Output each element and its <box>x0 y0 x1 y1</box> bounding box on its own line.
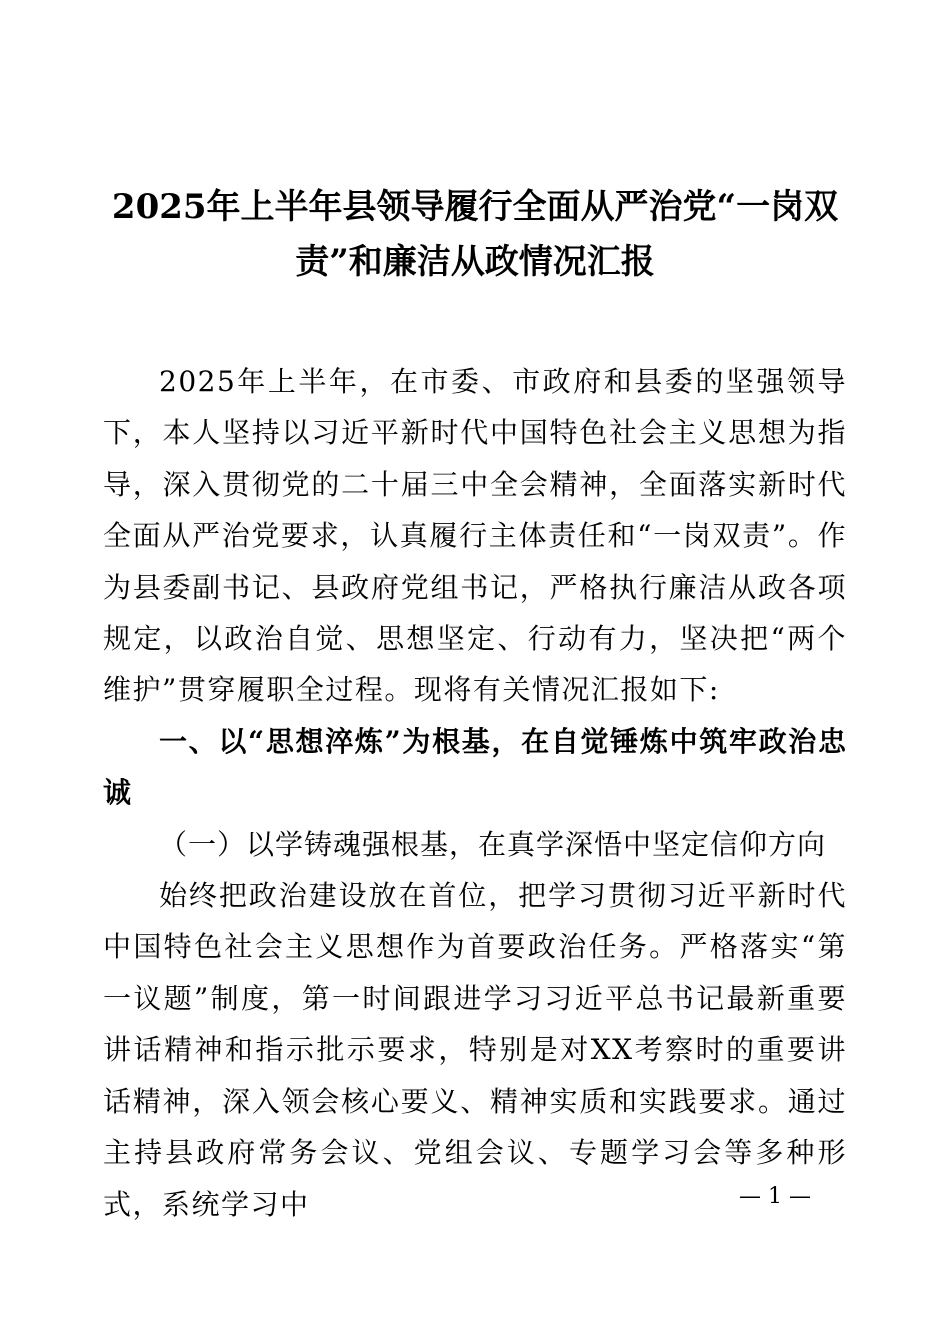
document-body <box>103 356 847 1230</box>
intro-paragraph: 2025年上半年，在市委、市政府和县委的坚强领导下，本人坚持以习近平新时代中国特色社会主义思想为指导，深入贯彻党的二十届三中全会精神，全面落实新时代全面从严治党要求，认真履行主体责任和“一岗双责”。作为县委副书记、县政府党组书记，严格执行廉洁从政各项规定，以政治自觉、思想坚定、行动有力，坚决把“两个维护”贯穿履职全过程。现将有关情况汇报如下: <box>103 365 847 707</box>
subsection-heading-1: （一）以学铸魂强根基，在真学深悟中坚定信仰方向 <box>159 827 827 861</box>
body-paragraph: 始终把政治建设放在首位，把学习贯彻习近平新时代中国特色社会主义思想作为首要政治任务。严格落实“第一议题”制度，第一时间跟进学习习近平总书记最新重要讲话精神和指示批示要求，特别是对XX考察时的重要讲话精神，深入领会核心要义、精神实质和实践要求。通过主持县政府常务会议、党组会议、专题学习会等多种形式，系统学习中 <box>103 879 847 1221</box>
page-number: — 1 — <box>739 1184 811 1209</box>
section-heading-1: 一、以“思想淬炼”为根基，在自觉锤炼中筑牢政治忠诚 <box>103 724 847 810</box>
document-title: 2025年上半年县领导履行全面从严治党“一岗双责”和廉洁从政情况汇报 <box>111 187 839 282</box>
